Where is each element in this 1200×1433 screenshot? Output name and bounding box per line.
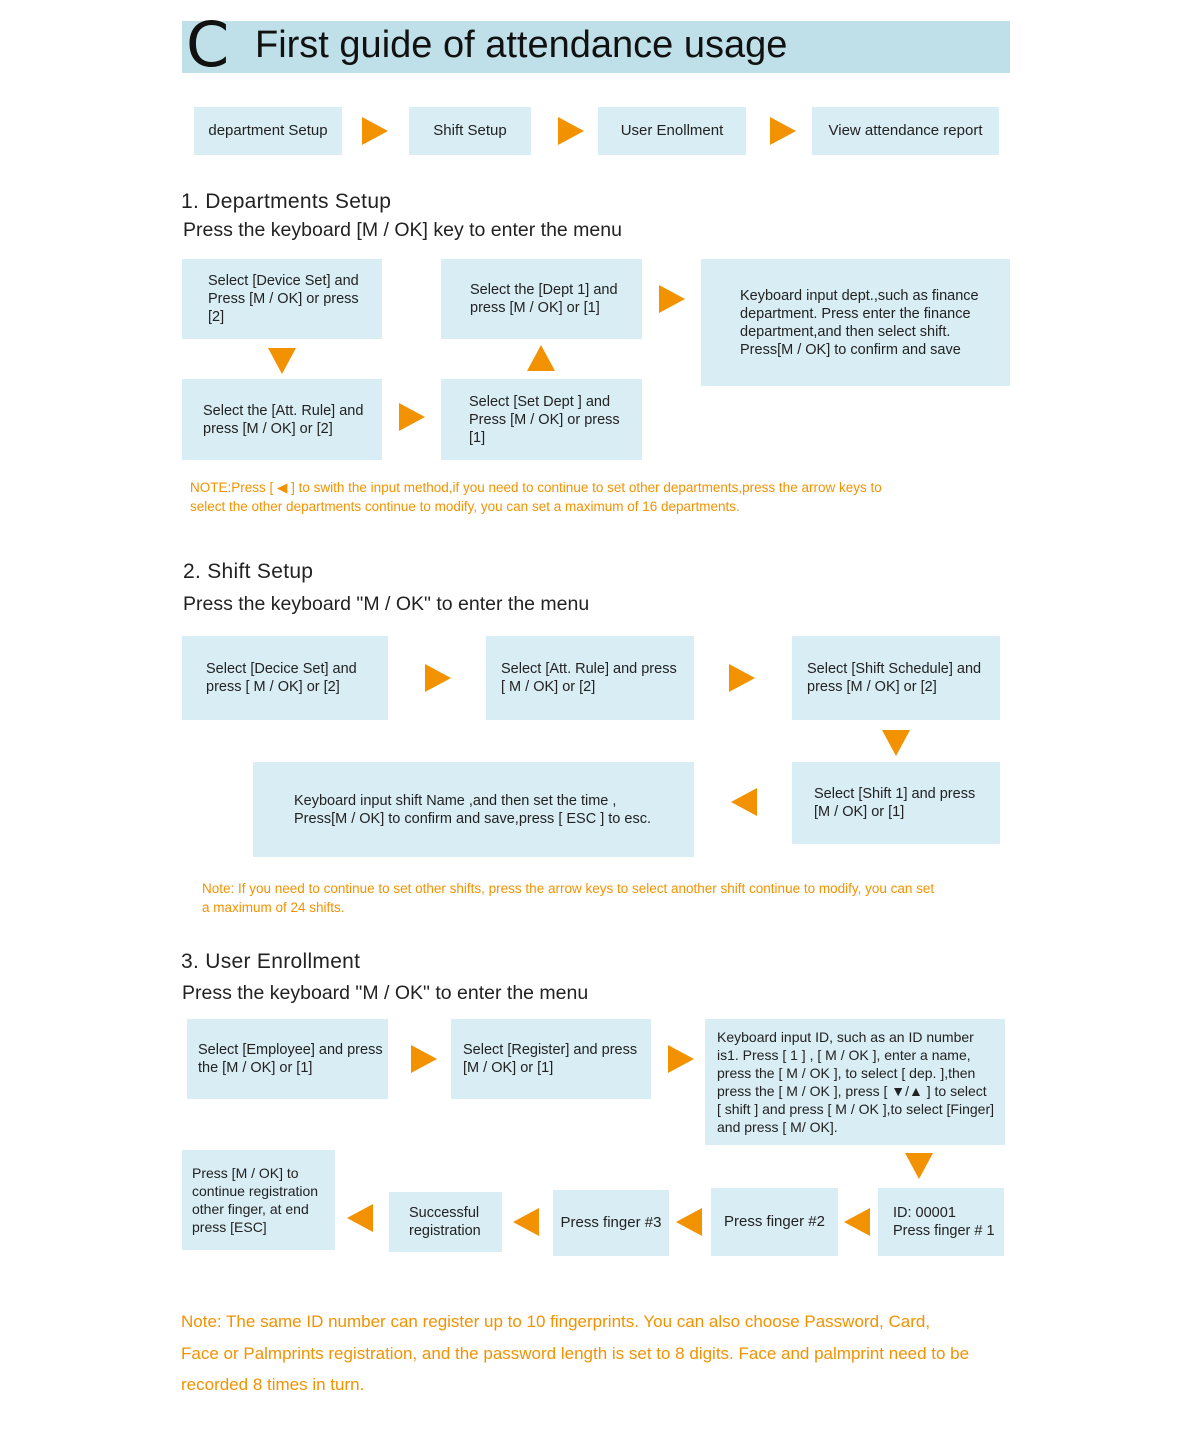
- shift-step-shift-1: Select [Shift 1] and press [M / OK] or [1]: [792, 762, 1000, 844]
- dept-step-keyboard-input: Keyboard input dept.,such as finance department. Press enter the finance department,and then select shift. Press[M / OK] to confirm and save: [701, 259, 1010, 386]
- enroll-step-successful: Successful registration: [389, 1192, 502, 1252]
- arrow-left-icon: [676, 1208, 702, 1236]
- arrow-left-icon: [731, 788, 757, 816]
- arrow-right-icon: [558, 117, 584, 145]
- section-letter: C: [186, 8, 230, 81]
- section2-subtitle: Press the keyboard "M / OK" to enter the menu: [183, 593, 590, 615]
- overview-step-report: View attendance report: [812, 107, 999, 155]
- arrow-right-icon: [668, 1045, 694, 1073]
- arrow-right-icon: [411, 1045, 437, 1073]
- enroll-step-keyboard-input: Keyboard input ID, such as an ID number is1. Press [ 1 ] , [ M / OK ], enter a name, press the [ M / OK ], to select [ dep. ],then press the [ M / OK ], press [ ▼/▲ ] to select [ shift ] and press [ M / OK ],to select [Finger] and press [ M/ OK].: [705, 1019, 1005, 1145]
- overview-step-enrollment: User Enollment: [598, 107, 746, 155]
- section3-subtitle: Press the keyboard "M / OK" to enter the menu: [182, 982, 589, 1004]
- overview-step-department: department Setup: [194, 107, 342, 155]
- arrow-right-icon: [659, 285, 685, 313]
- arrow-left-icon: [347, 1204, 373, 1232]
- arrow-right-icon: [399, 403, 425, 431]
- arrow-up-icon: [527, 345, 555, 371]
- overview-step-shift: Shift Setup: [409, 107, 531, 155]
- arrow-down-icon: [905, 1153, 933, 1179]
- enroll-step-employee: Select [Employee] and press the [M / OK] or [1]: [187, 1019, 388, 1099]
- dept-step-att-rule: Select the [Att. Rule] and press [M / OK] or [2]: [182, 379, 382, 460]
- section2-note: Note: If you need to continue to set other shifts, press the arrow keys to select another shift continue to modify, you can set a maximum of 24 shifts.: [202, 881, 935, 915]
- dept-step-dept-1: Select the [Dept 1] and press [M / OK] or [1]: [441, 259, 642, 339]
- arrow-down-icon: [882, 730, 910, 756]
- section1-title: 1. Departments Setup: [181, 190, 392, 213]
- arrow-right-icon: [362, 117, 388, 145]
- dept-step-set-dept: Select [Set Dept ] and Press [M / OK] or press [1]: [441, 379, 642, 460]
- arrow-right-icon: [770, 117, 796, 145]
- shift-step-device-set: Select [Decice Set] and press [ M / OK] or [2]: [182, 636, 388, 720]
- section1-note: NOTE:Press [ ◀ ] to swith the input method,if you need to continue to set other departments,press the arrow keys to select the other departments continue to modify, you can set a maximum of 16 departments.: [190, 480, 882, 514]
- section2-title: 2. Shift Setup: [183, 560, 314, 583]
- enroll-step-continue: Press [M / OK] to continue registration other finger, at end press [ESC]: [182, 1150, 335, 1250]
- section3-title: 3. User Enrollment: [181, 950, 361, 973]
- arrow-right-icon: [425, 664, 451, 692]
- enroll-step-finger-1: ID: 00001 Press finger # 1: [878, 1188, 1004, 1256]
- arrow-right-icon: [729, 664, 755, 692]
- section1-subtitle: Press the keyboard [M / OK] key to enter the menu: [183, 219, 622, 241]
- enroll-step-finger-3: Press finger #3: [553, 1190, 669, 1256]
- shift-step-shift-schedule: Select [Shift Schedule] and press [M / OK] or [2]: [792, 636, 1000, 720]
- enroll-step-finger-2: Press finger #2: [711, 1188, 838, 1256]
- arrow-left-icon: [513, 1208, 539, 1236]
- section3-note: Note: The same ID number can register up to 10 fingerprints. You can also choose Password, Card, Face or Palmprints registration, and the password length is set to 8 digits. Face and palmprint need to be recorded 8 times in turn.: [181, 1312, 970, 1394]
- enroll-step-register: Select [Register] and press [M / OK] or [1]: [451, 1019, 651, 1099]
- page-title: First guide of attendance usage: [255, 24, 788, 66]
- shift-step-keyboard-input: Keyboard input shift Name ,and then set the time , Press[M / OK] to confirm and save,press [ ESC ] to esc.: [253, 762, 694, 857]
- arrow-down-icon: [268, 348, 296, 374]
- arrow-left-icon: [844, 1208, 870, 1236]
- shift-step-att-rule: Select [Att. Rule] and press [ M / OK] or [2]: [486, 636, 694, 720]
- dept-step-device-set: Select [Device Set] and Press [M / OK] or press [2]: [182, 259, 382, 339]
